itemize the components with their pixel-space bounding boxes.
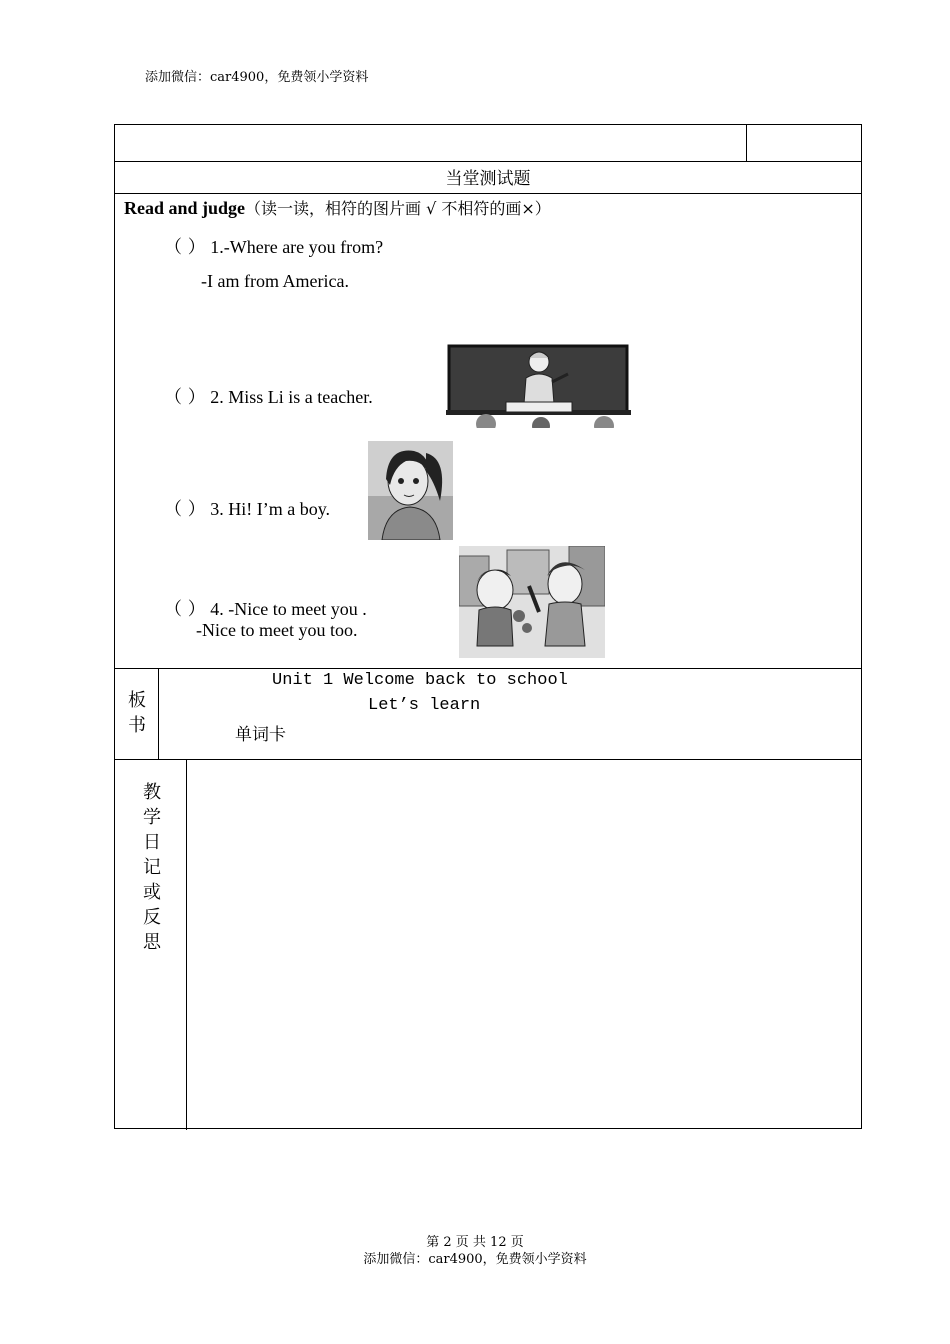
diary-content-area[interactable] — [187, 760, 861, 1128]
answer-blank[interactable]: （ ） — [164, 499, 206, 520]
children-greeting-picture — [459, 546, 605, 658]
question-1 — [164, 233, 383, 259]
board-label-char: 板 — [128, 690, 146, 711]
diary-label-char: 记 — [143, 857, 161, 878]
question-4 — [164, 595, 367, 621]
teacher-picture — [446, 344, 631, 428]
board-label — [125, 688, 149, 738]
question-4-line1: 4. -Nice to meet you . — [210, 599, 367, 619]
girl-picture — [368, 441, 453, 540]
board-line-3: 单词卡 — [235, 725, 286, 745]
board-label-char: 书 — [128, 715, 146, 736]
question-2-text: 2. Miss Li is a teacher. — [210, 387, 373, 407]
answer-blank[interactable]: （ ） — [164, 387, 206, 408]
footer-note: 添加微信：car4900，免费领小学资料 — [363, 1252, 587, 1267]
instruction-cn: （读一读，相符的图片画 √ 不相符的画×） — [245, 199, 551, 218]
board-line-2: Let’s learn — [368, 696, 481, 715]
question-2 — [164, 383, 373, 409]
row-divider — [115, 161, 861, 162]
question-1-line2: -I am from America. — [201, 271, 349, 291]
answer-blank[interactable]: （ ） — [164, 599, 206, 620]
instruction-bold: Read and judge — [124, 198, 246, 218]
diary-label-char: 思 — [143, 932, 161, 953]
diary-label-char: 反 — [143, 907, 161, 928]
diary-label-char: 教 — [143, 782, 161, 803]
quiz-title: 当堂测试题 — [445, 169, 531, 189]
header-note: 添加微信：car4900，免费领小学资料 — [145, 70, 369, 85]
row-divider — [115, 193, 861, 194]
board-line-1: Unit 1 Welcome back to school — [272, 671, 568, 690]
diary-label-char: 或 — [143, 882, 161, 903]
diary-label — [139, 780, 165, 955]
diary-label-char: 日 — [143, 832, 161, 853]
top-row-divider — [746, 125, 747, 161]
page-number: 第 2 页 共 12 页 — [426, 1235, 524, 1250]
diary-label-char: 学 — [143, 807, 161, 828]
question-3-text: 3. Hi! I’m a boy. — [210, 499, 331, 519]
question-1-line1: 1.-Where are you from? — [210, 237, 384, 257]
question-3 — [164, 495, 330, 521]
row-divider — [115, 668, 861, 669]
question-4-line2: -Nice to meet you too. — [196, 620, 358, 640]
board-divider — [158, 668, 159, 759]
lesson-table — [114, 124, 862, 1129]
quiz-instruction — [124, 196, 551, 219]
answer-blank[interactable]: （ ） — [164, 237, 206, 258]
